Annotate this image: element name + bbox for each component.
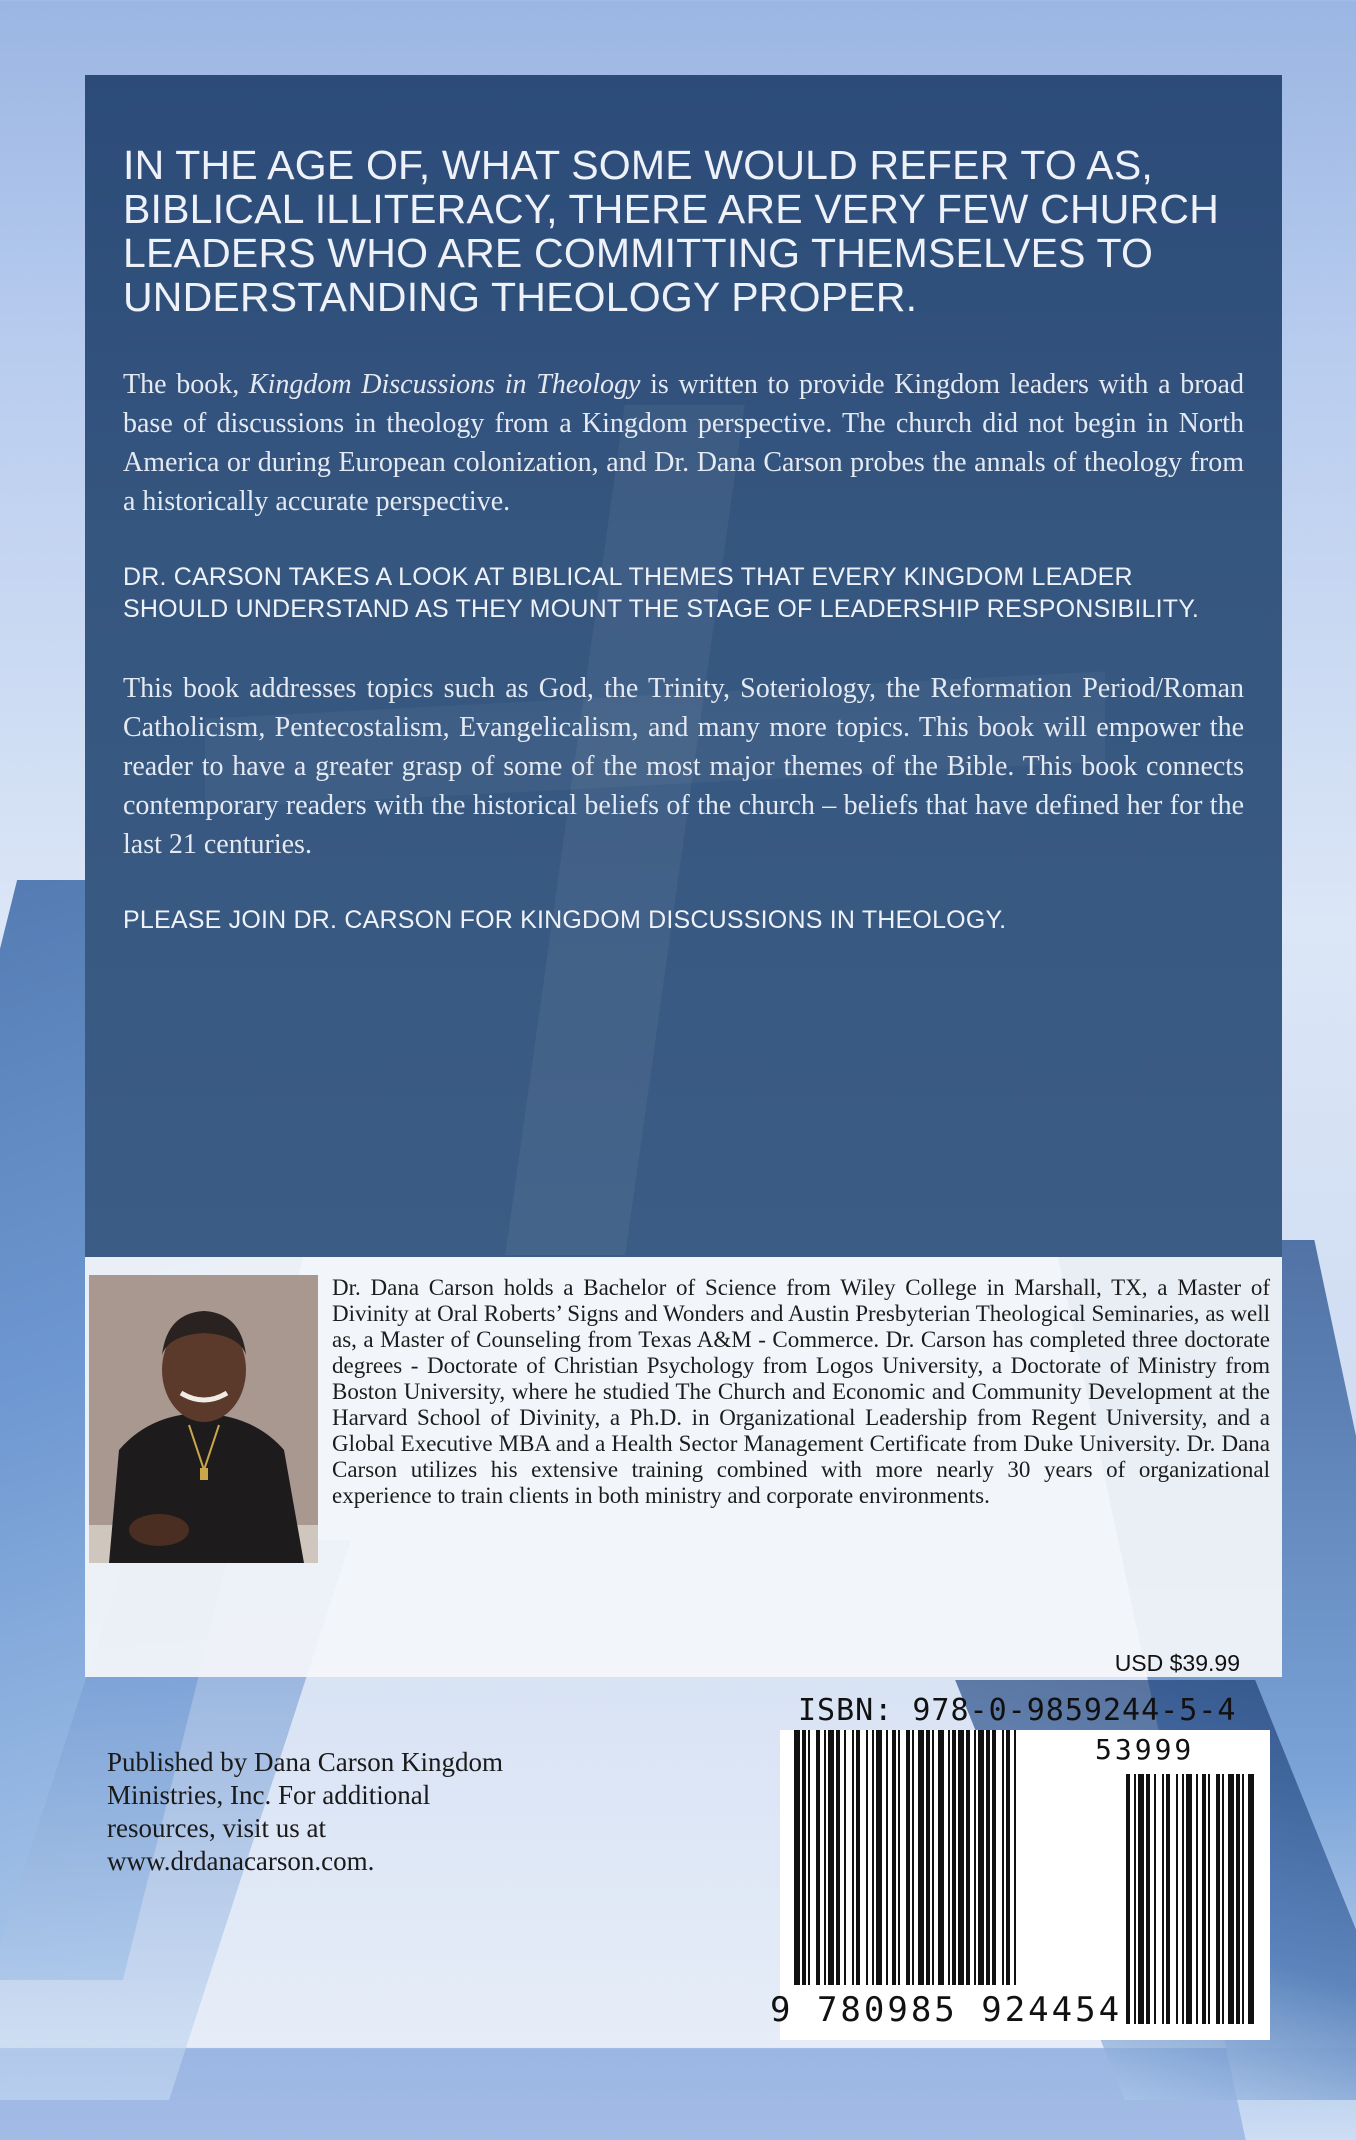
barcode-addon-bar [1196,1774,1198,2024]
topics-paragraph: This book addresses topics such as God, the Trinity, Soteriology, the Reformation Period/Roman Catholicism, Pentecostalism, Evangelicalism, and many more topics. This book will empower the reader to have a greater grasp of some of the most major themes of the Bible. This book connects contemporary readers with the historical beliefs of the church – beliefs that have defined her for the last 21 centuries. [123,673,1244,860]
barcode-bar [912,1730,914,1985]
barcode-bar [852,1730,854,1985]
blurb-panel [85,75,1282,1257]
barcode-bar [974,1730,976,1985]
barcode-bar [932,1730,934,1985]
isbn-label: ISBN: 978-0-9859244-5-4 [798,1693,1237,1728]
barcode-bar [876,1730,882,1985]
book-title: Kingdom Discussions in Theology [248,369,641,400]
barcode-addon-bar [1126,1774,1130,2024]
barcode-bar [828,1730,834,1985]
barcode-addon-bar [1146,1774,1150,2024]
intro-before: The book, [123,369,249,400]
barcode-bar [892,1730,896,1985]
barcode-bar [794,1730,800,1985]
barcode-bar [938,1730,944,1985]
author-photo [89,1275,318,1563]
barcode-bar [926,1730,930,1985]
barcode-bar [948,1730,950,1985]
barcode-bar [816,1730,820,1985]
barcode-bar [1002,1730,1004,1985]
barcode-bar [906,1730,910,1985]
barcode-addon-bar [1222,1774,1224,2024]
barcode-bar [836,1730,840,1985]
themes-paragraph: DR. CARSON TAKES A LOOK AT BIBLICAL THEMES THAT EVERY KINGDOM LEADER SHOULD UNDERSTAND AS THEY MOUNT THE STAGE OF LEADERSHIP RESPONSIBILITY. [123,563,1200,623]
barcode-addon-digits: 53999 [1095,1733,1195,1766]
barcode-addon-bar [1242,1774,1244,2024]
publisher-info: Published by Dana Carson Kingdom Ministries, Inc. For additional resources, visit us at www.drdanacarson.com. [107,1747,503,1876]
barcode-bar [958,1730,964,1985]
barcode-bar [966,1730,970,1985]
author-bio: Dr. Dana Carson holds a Bachelor of Science from Wiley College in Marshall, TX, a Master of Divinity at Oral Roberts’ Signs and Wonders and Austin Presbyterian Theological Seminaries, as well as, a Master of Counseling from Texas A&M - Commerce. Dr. Carson has completed three doctorate degrees - Doctorate of Christian Psychology from Logos University, a Doctorate of Ministry from Boston University, where he studied The Church and Economic and Community Development at the Harvard School of Divinity, a Ph.D. in Organizational Leadership from Regent University, and a Global Executive MBA and a Health Sector Management Certificate from Duke University. Dr. Dana Carson utilizes his extensive training combined with more nearly 30 years of organizational experience to train clients in both ministry and corporate environments. [332,1275,1270,1508]
barcode-bar [824,1730,826,1985]
invitation-paragraph: PLEASE JOIN DR. CARSON FOR KINGDOM DISCUSSIONS IN THEOLOGY. [123,906,1007,934]
intro-paragraph [123,365,1244,521]
barcode-bar [1006,1730,1010,1985]
barcode-bar [986,1730,990,1985]
barcode-digits: 9 780985 924454 [770,1990,1123,2030]
barcode-bar [952,1730,956,1985]
headline: IN THE AGE OF, WHAT SOME WOULD REFER TO AS, BIBLICAL ILLITERACY, THERE ARE VERY FEW CHURCH LEADERS WHO ARE COMMITTING THEMSELVES TO UNDERSTANDING THEOLOGY PROPER. [123,142,1220,320]
barcode-addon-bar [1186,1774,1192,2024]
barcode-addon-bar [1138,1774,1144,2024]
barcode-addon-bar [1134,1774,1136,2024]
barcode-bar [844,1730,846,1985]
barcode-bar [886,1730,888,1985]
barcode-bar [866,1730,868,1985]
barcode-addon-bar [1216,1774,1220,2024]
barcode-bar [1014,1730,1016,1985]
price: USD $39.99 [1114,1650,1240,1676]
barcode-addon-bar [1154,1774,1156,2024]
barcode-bar [992,1730,996,1985]
barcode-bar [978,1730,984,1985]
barcode-bar [802,1730,806,1985]
barcode-bar [898,1730,900,1985]
barcode-addon-bar [1236,1774,1240,2024]
barcode-addon-bar [1202,1774,1206,2024]
barcode-bar [872,1730,874,1985]
barcode-addon-bar [1166,1774,1170,2024]
barcode-addon-bar [1228,1774,1234,2024]
barcode-bar [918,1730,924,1985]
intro-after: is written to provide Kingdom leaders with a broad base of discussions in theology from a Kingdom perspective. The church did not begin in North America or during European colonization, and Dr. Dana Carson probes the annals of theology from a historically accurate perspective. [123,369,1244,517]
barcode-bar [856,1730,860,1985]
barcode-addon-bar [1248,1774,1254,2024]
barcode-addon-bar [1208,1774,1210,2024]
barcode-addon-bar [1162,1774,1164,2024]
author-portrait-image [89,1275,318,1563]
barcode-addon-bar [1176,1774,1178,2024]
barcode-bar [808,1730,810,1985]
barcode-addon-bar [1182,1774,1184,2024]
author-panel [85,1257,1282,1677]
